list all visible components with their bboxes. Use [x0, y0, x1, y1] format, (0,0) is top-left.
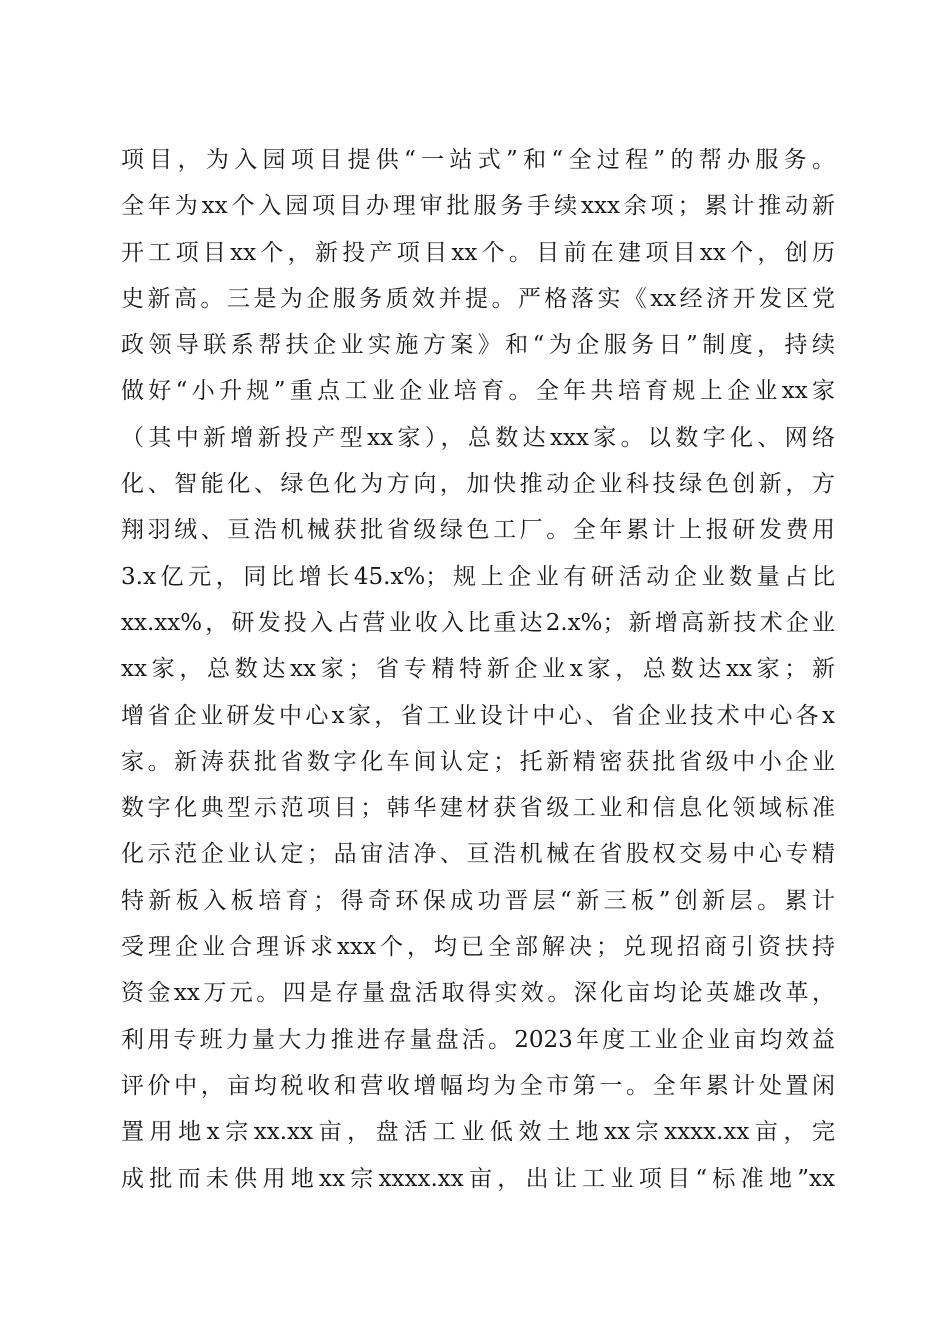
text-line: 利用专班力量大力推进存量盘活。2023年度工业企业亩均效益 — [121, 1026, 835, 1053]
text-line: 3.x亿元，同比增长45.x%；规上企业有研活动企业数量占比 — [121, 563, 835, 590]
text-line: 资金xx万元。四是存量盘活取得实效。深化亩均论英雄改革， — [121, 980, 835, 1007]
text-line: 成批而未供用地xx宗xxxx.xx亩，出让工业项目“标准地”xx — [121, 1165, 835, 1192]
text-line: 翔羽绒、亘浩机械获批省级绿色工厂。全年累计上报研发费用 — [121, 517, 835, 544]
text-line: 家。新涛获批省数字化车间认定；托新精密获批省级中小企业 — [121, 748, 835, 775]
text-line: （其中新增新投产型xx家），总数达xxx家。以数字化、网络 — [121, 424, 835, 451]
text-line: 增省企业研发中心x家，省工业设计中心、省企业技术中心各x — [121, 702, 835, 729]
text-line: 置用地x宗xx.xx亩，盘活工业低效土地xx宗xxxx.xx亩，完 — [121, 1119, 835, 1146]
body-paragraph — [121, 137, 835, 1202]
text-line: 数字化典型示范项目；韩华建材获省级工业和信息化领域标准 — [121, 795, 835, 822]
text-line: 做好“小升规”重点工业企业培育。全年共培育规上企业xx家 — [121, 378, 835, 405]
text-line: 化示范企业认定；品宙洁净、亘浩机械在省股权交易中心专精 — [121, 841, 835, 868]
text-line: 政领导联系帮扶企业实施方案》和“为企服务日”制度，持续 — [121, 332, 835, 359]
text-line: 化、智能化、绿色化为方向，加快推动企业科技绿色创新，方 — [121, 471, 835, 498]
text-line: 特新板入板培育；得奇环保成功晋层“新三板”创新层。累计 — [121, 887, 835, 914]
text-line: xx.xx%，研发投入占营业收入比重达2.x%；新增高新技术企业 — [121, 609, 835, 636]
text-line: 评价中，亩均税收和营收增幅均为全市第一。全年累计处置闲 — [121, 1072, 835, 1099]
text-line: 史新高。三是为企服务质效并提。严格落实《xx经济开发区党 — [121, 285, 835, 312]
text-line: 全年为xx个入园项目办理审批服务手续xxx余项；累计推动新 — [121, 193, 835, 220]
text-line: 开工项目xx个，新投产项目xx个。目前在建项目xx个，创历 — [121, 239, 835, 266]
text-line: 受理企业合理诉求xxx个，均已全部解决；兑现招商引资扶持 — [121, 934, 835, 961]
text-line: xx家，总数达xx家；省专精特新企业x家，总数达xx家；新 — [121, 656, 835, 683]
text-line: 项目，为入园项目提供“一站式”和“全过程”的帮办服务。 — [121, 147, 835, 173]
